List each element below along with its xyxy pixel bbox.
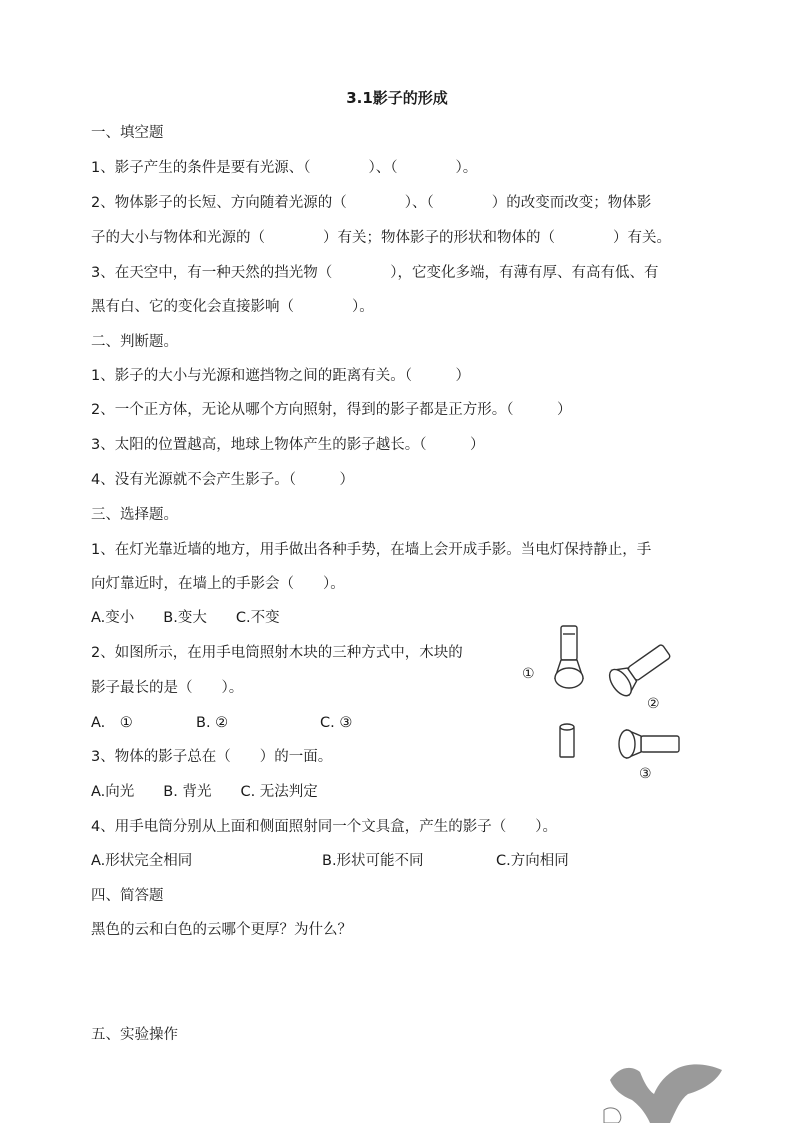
choice-question-1-options: A.变小 B.变大 C.不变 <box>91 610 280 626</box>
figure-label-1: ① <box>522 666 535 682</box>
hand-shadow-bird-illustration <box>600 1060 730 1123</box>
choice-question-4: 4、用手电筒分别从上面和侧面照射同一个文具盒，产生的影子（ ）。 <box>91 819 557 835</box>
fill-question-3-line1: 3、在天空中，有一种天然的挡光物（ ），它变化多端，有薄有厚、有高有低、有 <box>91 265 659 281</box>
choice-question-1-line2: 向灯靠近时，在墙上的手影会（ ）。 <box>91 576 345 592</box>
section2-heading: 二、判断题。 <box>91 334 178 350</box>
figure-label-2: ② <box>647 696 660 712</box>
choice-question-2-line1: 2、如图所示，在用手电筒照射木块的三种方式中，木块的 <box>91 645 463 661</box>
wooden-block-icon <box>560 724 574 757</box>
judge-question-2: 2、一个正方体，无论从哪个方向照射，得到的影子都是正方形。（ ） <box>91 402 572 418</box>
choice-question-2-option-b: B. ② <box>196 715 229 731</box>
judge-question-1: 1、影子的大小与光源和遮挡物之间的距离有关。（ ） <box>91 368 470 384</box>
choice-question-2-option-c: C. ③ <box>320 715 353 731</box>
flashlight-horizontal-icon <box>619 730 679 758</box>
choice-question-2-line2: 影子最长的是（ ）。 <box>91 680 244 696</box>
choice-question-1-line1: 1、在灯光靠近墙的地方，用手做出各种手势，在墙上会开成手影。当电灯保持静止，手 <box>91 542 652 558</box>
fill-question-2-line1: 2、物体影子的长短、方向随着光源的（ ）、（ ）的改变而改变；物体影 <box>91 195 652 211</box>
choice-question-3: 3、物体的影子总在（ ）的一面。 <box>91 749 333 765</box>
judge-question-3: 3、太阳的位置越高，地球上物体产生的影子越长。（ ） <box>91 437 485 453</box>
fill-question-1: 1、影子产生的条件是要有光源、（ ）、（ ）。 <box>91 160 478 176</box>
section1-heading: 一、填空题 <box>91 125 164 141</box>
choice-question-4-option-c: C.方向相同 <box>496 853 569 869</box>
section5-heading: 五、实验操作 <box>91 1027 178 1043</box>
section3-heading: 三、选择题。 <box>91 507 178 523</box>
flashlight-vertical-icon <box>555 626 583 688</box>
choice-question-2-option-a: A. ① <box>91 715 133 731</box>
flashlight-diagonal-icon <box>605 638 675 699</box>
choice-question-4-option-b: B.形状可能不同 <box>322 853 424 869</box>
fill-question-3-line2: 黑有白、它的变化会直接影响（ ）。 <box>91 299 374 315</box>
judge-question-4: 4、没有光源就不会产生影子。（ ） <box>91 472 354 488</box>
short-answer-question: 黑色的云和白色的云哪个更厚？为什么？ <box>91 922 352 938</box>
fill-question-2-line2: 子的大小与物体和光源的（ ）有关；物体影子的形状和物体的（ ）有关。 <box>91 230 671 246</box>
choice-question-3-options: A.向光 B. 背光 C. 无法判定 <box>91 784 318 800</box>
worksheet-title: 3.1影子的形成 <box>346 89 448 107</box>
section4-heading: 四、简答题 <box>91 888 164 904</box>
figure-label-3: ③ <box>639 766 652 782</box>
choice-question-4-option-a: A.形状完全相同 <box>91 853 193 869</box>
flashlight-figure <box>515 620 695 785</box>
